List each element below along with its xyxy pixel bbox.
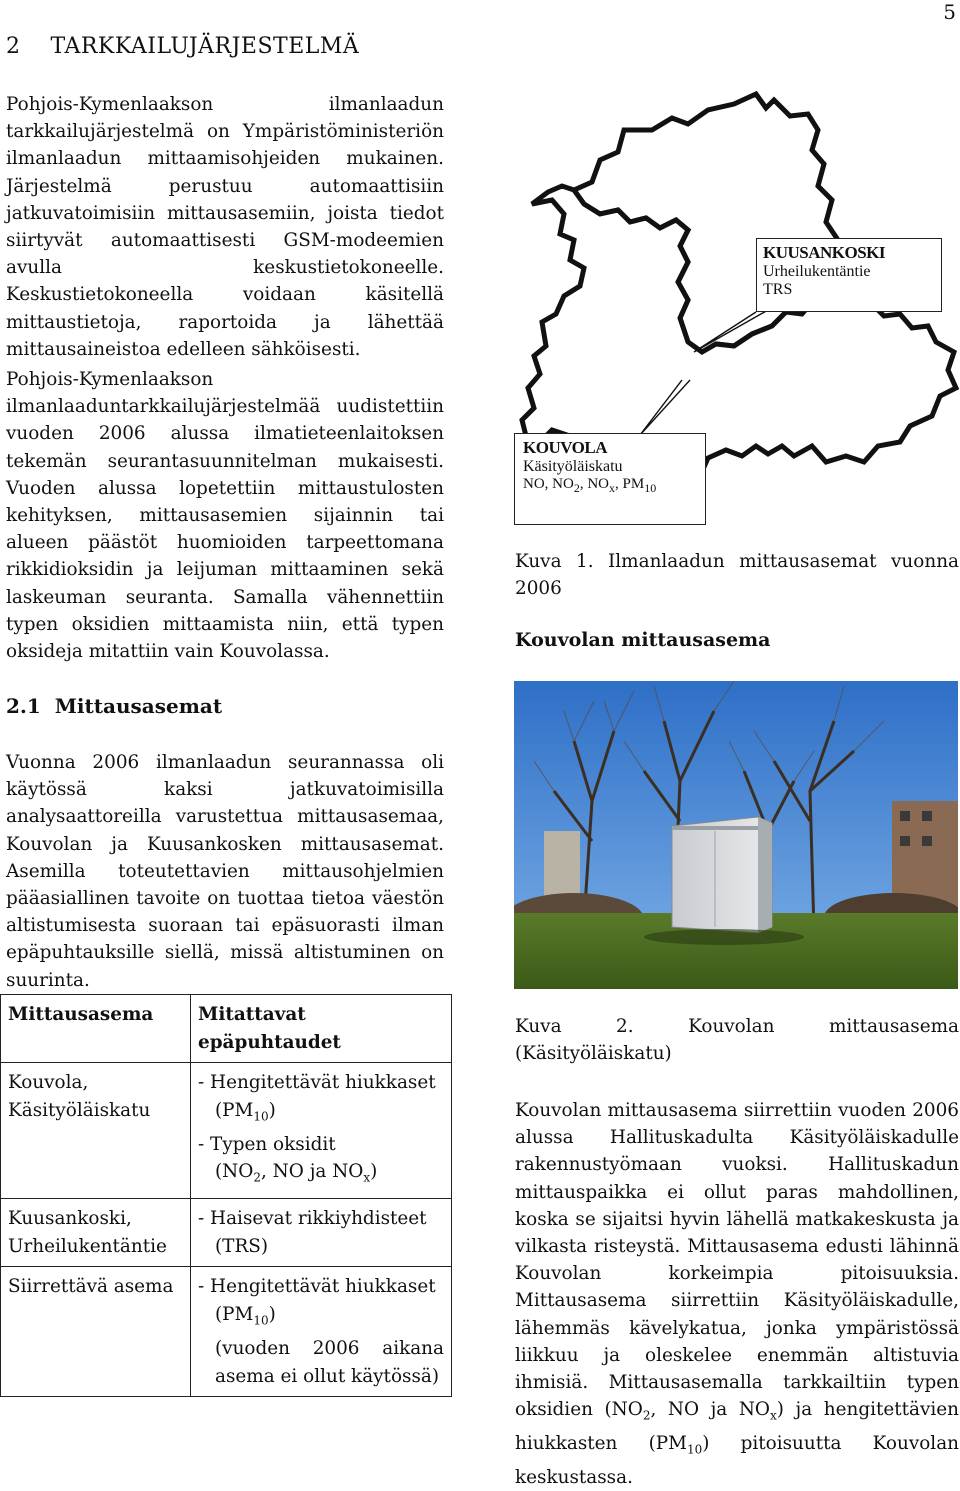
kuusankoski-station-label: [756, 238, 942, 312]
table-cell-pollutants: - Hengitettävät hiukkaset $(PM_{10})$ - Typen oksidit ($NO_2$, NO ja $NO_x$): [191, 1063, 452, 1199]
kouvola-measures: NO, $NO_2$, $NO_x$, $PM_{10}$: [523, 476, 657, 495]
figure1-caption: Kuva 1. Ilmanlaadun mittausasemat vuonna 2006: [515, 551, 959, 599]
photo-heading: Kouvolan mittausasema: [515, 629, 771, 651]
figure2-caption: Kuva 2. Kouvolan mittausasema (Käsityöläiskatu): [515, 1016, 959, 1064]
table-row: [1, 1199, 452, 1267]
kuusankoski-measures: TRS: [763, 281, 793, 298]
kouvola-station-label: [514, 433, 706, 525]
paragraph-intro: Pohjois-Kymenlaakson ilmanlaadun tarkkailujärjestelmä on Ympäristöministeriön ilmanlaadun mittaamisohjeiden mukainen. Järjestelmä perustuu automaattisiin jatkuvatoimisiin mittausasemiin, joista tiedot siirtyvät automaattisesti GSM-modeemien avulla keskustietokoneelle. Keskustietokoneella voidaan käsitellä mittaustietoja, raportoida ja lähettää mittausaineistoa edelleen sähköisesti.: [6, 94, 444, 360]
table-cell-pollutants: - Haisevat rikkiyhdisteet (TRS): [191, 1199, 452, 1267]
section-heading: [6, 694, 222, 718]
table-header-station: Mittausasema: [1, 995, 191, 1063]
paragraph-stations: Vuonna 2006 ilmanlaadun seurannassa oli käytössä kaksi jatkuvatoimisilla analysaattoreilla varustettua mittausasemaa, Kouvolan ja Kuusankosken mittausasemat. Asemilla toteutettavien mittausohjelmien pääasiallinen tavoite on tuottaa tietoa väestön altistumisesta suoraan tai epäsuorasti ilman epäpuhtauksille siellä, missä altistuminen on suurinta.: [6, 752, 444, 991]
table-header-pollutants: Mitattavat epäpuhtaudet: [191, 995, 452, 1063]
chapter-heading: [6, 34, 359, 59]
kuusankoski-title: KUUSANKOSKI: [763, 243, 886, 262]
kouvola-title: KOUVOLA: [523, 438, 607, 457]
chapter-title: TARKKAILUJÄRJESTELMÄ: [50, 34, 360, 59]
table-cell-pollutants: - Hengitettävät hiukkaset $(PM_{10})$ (vuoden 2006 aikana asema ei ollut käytössä): [191, 1267, 452, 1397]
paragraph-relocation: Kouvolan mittausasema siirrettiin vuoden 2006 alussa Hallituskadulta Käsityöläiskadulle rakennustyömaan vuoksi. Hallituskadun mittauspaikka ei ollut paras mahdollinen, koska se sijaitsi hyvin lähellä matkakeskusta ja vilkasta risteystä. Mittausasema edusti lähinnä Kouvolan korkeimpia pitoisuuksia. Mittausasema siirrettiin Käsityöläiskadulle, lähemmäs kävelykatua, jonka ympäristössä liikkuu ja oleskelee enemmän altistuvia ihmisiä. Mittausasemalla tarkkailtiin typen oksidien ($NO_2$, NO ja $NO_x$) ja hengitettävien hiukkasten $(PM_{10})$ pitoisuutta Kouvolan keskustassa.: [515, 1100, 960, 1488]
stations-table: [0, 994, 452, 1397]
kuusankoski-street: Urheilukentäntie: [763, 263, 871, 280]
table-row: [1, 1267, 452, 1397]
table-cell-station: Kuusankoski, Urheilukentäntie: [1, 1199, 191, 1267]
chapter-number: 2: [6, 34, 21, 59]
page-number: 5: [943, 0, 956, 24]
table-cell-station: Kouvola, Käsityöläiskatu: [1, 1063, 191, 1199]
station-photo: [514, 681, 958, 989]
table-cell-station: Siirrettävä asema: [1, 1267, 191, 1397]
section-number: 2.1: [6, 694, 41, 718]
table-row: [1, 1063, 452, 1199]
kouvola-street: Käsityöläiskatu: [523, 458, 623, 475]
table-header-row: [1, 995, 452, 1063]
paragraph-renewal: Pohjois-Kymenlaakson ilmanlaaduntarkkailujärjestelmää uudistettiin vuoden 2006 alussa ilmatieteenlaitoksen tekemän seurantasuunnitelman mukaisesti. Vuoden alussa lopetettiin mittaustulosten kehityksen, mittausasemien sijainnin tai alueen päästöt huomioiden tarpeettomana rikkidioksidin ja leijuman mittaaminen sekä laskeuman seuranta. Samalla vähennettiin typen oksidien mittaamista niin, että typen oksideja mitattiin vain Kouvolassa.: [6, 369, 444, 663]
section-title: Mittausasemat: [54, 694, 223, 718]
